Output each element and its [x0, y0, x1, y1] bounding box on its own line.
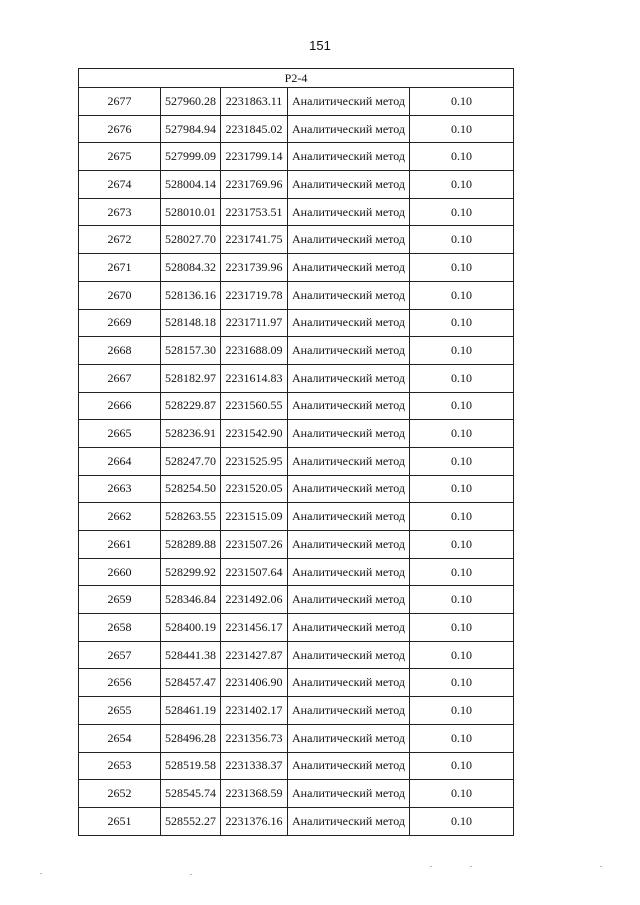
x-coordinate-cell: 528084.32: [161, 254, 221, 282]
table-row: [79, 586, 514, 614]
y-coordinate-cell: 2231688.09: [221, 337, 288, 365]
point-number-cell: 2677: [79, 88, 161, 116]
method-cell: Аналитический метод: [288, 447, 410, 475]
method-cell: Аналитический метод: [288, 669, 410, 697]
accuracy-cell: 0.10: [410, 752, 514, 780]
y-coordinate-cell: 2231845.02: [221, 115, 288, 143]
table-row: [79, 780, 514, 808]
x-coordinate-cell: 528400.19: [161, 614, 221, 642]
y-coordinate-cell: 2231753.51: [221, 198, 288, 226]
table-row: [79, 143, 514, 171]
table-row: [79, 503, 514, 531]
accuracy-cell: 0.10: [410, 614, 514, 642]
y-coordinate-cell: 2231614.83: [221, 364, 288, 392]
page-number: 151: [309, 38, 331, 53]
point-number-cell: 2659: [79, 586, 161, 614]
method-cell: Аналитический метод: [288, 586, 410, 614]
y-coordinate-cell: 2231356.73: [221, 724, 288, 752]
y-coordinate-cell: 2231542.90: [221, 420, 288, 448]
point-number-cell: 2673: [79, 198, 161, 226]
point-number-cell: 2657: [79, 641, 161, 669]
accuracy-cell: 0.10: [410, 641, 514, 669]
point-number-cell: 2652: [79, 780, 161, 808]
x-coordinate-cell: 528004.14: [161, 171, 221, 199]
accuracy-cell: 0.10: [410, 697, 514, 725]
x-coordinate-cell: 527999.09: [161, 143, 221, 171]
x-coordinate-cell: 528441.38: [161, 641, 221, 669]
method-cell: Аналитический метод: [288, 88, 410, 116]
point-number-cell: 2672: [79, 226, 161, 254]
y-coordinate-cell: 2231376.16: [221, 807, 288, 835]
point-number-cell: 2660: [79, 558, 161, 586]
table-row: [79, 337, 514, 365]
accuracy-cell: 0.10: [410, 669, 514, 697]
x-coordinate-cell: 528461.19: [161, 697, 221, 725]
table-row: [79, 641, 514, 669]
x-coordinate-cell: 528545.74: [161, 780, 221, 808]
y-coordinate-cell: 2231515.09: [221, 503, 288, 531]
method-cell: Аналитический метод: [288, 392, 410, 420]
x-coordinate-cell: 528346.84: [161, 586, 221, 614]
table-row: [79, 420, 514, 448]
table-row: [79, 281, 514, 309]
y-coordinate-cell: 2231799.14: [221, 143, 288, 171]
table-row: [79, 226, 514, 254]
y-coordinate-cell: 2231507.26: [221, 531, 288, 559]
accuracy-cell: 0.10: [410, 475, 514, 503]
y-coordinate-cell: 2231427.87: [221, 641, 288, 669]
x-coordinate-cell: 528148.18: [161, 309, 221, 337]
table-row: [79, 254, 514, 282]
point-number-cell: 2670: [79, 281, 161, 309]
section-header-row: [79, 69, 514, 88]
x-coordinate-cell: 528289.88: [161, 531, 221, 559]
method-cell: Аналитический метод: [288, 558, 410, 586]
table-row: [79, 558, 514, 586]
point-number-cell: 2667: [79, 364, 161, 392]
point-number-cell: 2651: [79, 807, 161, 835]
accuracy-cell: 0.10: [410, 558, 514, 586]
accuracy-cell: 0.10: [410, 586, 514, 614]
point-number-cell: 2668: [79, 337, 161, 365]
coordinates-table: [78, 68, 514, 836]
accuracy-cell: 0.10: [410, 392, 514, 420]
point-number-cell: 2669: [79, 309, 161, 337]
y-coordinate-cell: 2231711.97: [221, 309, 288, 337]
table-row: [79, 88, 514, 116]
accuracy-cell: 0.10: [410, 115, 514, 143]
y-coordinate-cell: 2231456.17: [221, 614, 288, 642]
point-number-cell: 2676: [79, 115, 161, 143]
y-coordinate-cell: 2231338.37: [221, 752, 288, 780]
method-cell: Аналитический метод: [288, 724, 410, 752]
x-coordinate-cell: 528457.47: [161, 669, 221, 697]
point-number-cell: 2674: [79, 171, 161, 199]
method-cell: Аналитический метод: [288, 281, 410, 309]
point-number-cell: 2653: [79, 752, 161, 780]
y-coordinate-cell: 2231525.95: [221, 447, 288, 475]
accuracy-cell: 0.10: [410, 420, 514, 448]
accuracy-cell: 0.10: [410, 447, 514, 475]
y-coordinate-cell: 2231368.59: [221, 780, 288, 808]
table-row: [79, 392, 514, 420]
method-cell: Аналитический метод: [288, 420, 410, 448]
y-coordinate-cell: 2231406.90: [221, 669, 288, 697]
x-coordinate-cell: 528182.97: [161, 364, 221, 392]
y-coordinate-cell: 2231863.11: [221, 88, 288, 116]
table-row: [79, 807, 514, 835]
accuracy-cell: 0.10: [410, 88, 514, 116]
accuracy-cell: 0.10: [410, 807, 514, 835]
y-coordinate-cell: 2231507.64: [221, 558, 288, 586]
x-coordinate-cell: 528010.01: [161, 198, 221, 226]
method-cell: Аналитический метод: [288, 503, 410, 531]
accuracy-cell: 0.10: [410, 724, 514, 752]
point-number-cell: 2661: [79, 531, 161, 559]
x-coordinate-cell: 527960.28: [161, 88, 221, 116]
method-cell: Аналитический метод: [288, 697, 410, 725]
accuracy-cell: 0.10: [410, 281, 514, 309]
method-cell: Аналитический метод: [288, 115, 410, 143]
x-coordinate-cell: 528263.55: [161, 503, 221, 531]
method-cell: Аналитический метод: [288, 780, 410, 808]
x-coordinate-cell: 528254.50: [161, 475, 221, 503]
table-row: [79, 309, 514, 337]
x-coordinate-cell: 528027.70: [161, 226, 221, 254]
method-cell: Аналитический метод: [288, 171, 410, 199]
y-coordinate-cell: 2231719.78: [221, 281, 288, 309]
x-coordinate-cell: 528299.92: [161, 558, 221, 586]
point-number-cell: 2662: [79, 503, 161, 531]
y-coordinate-cell: 2231739.96: [221, 254, 288, 282]
method-cell: Аналитический метод: [288, 309, 410, 337]
table-row: [79, 724, 514, 752]
accuracy-cell: 0.10: [410, 337, 514, 365]
accuracy-cell: 0.10: [410, 198, 514, 226]
point-number-cell: 2666: [79, 392, 161, 420]
method-cell: Аналитический метод: [288, 614, 410, 642]
x-coordinate-cell: 528247.70: [161, 447, 221, 475]
point-number-cell: 2658: [79, 614, 161, 642]
table-row: [79, 531, 514, 559]
scan-speck: [40, 873, 42, 874]
point-number-cell: 2671: [79, 254, 161, 282]
table-row: [79, 697, 514, 725]
y-coordinate-cell: 2231492.06: [221, 586, 288, 614]
method-cell: Аналитический метод: [288, 531, 410, 559]
y-coordinate-cell: 2231560.55: [221, 392, 288, 420]
y-coordinate-cell: 2231520.05: [221, 475, 288, 503]
accuracy-cell: 0.10: [410, 531, 514, 559]
method-cell: Аналитический метод: [288, 641, 410, 669]
x-coordinate-cell: 528519.58: [161, 752, 221, 780]
table-row: [79, 752, 514, 780]
table-row: [79, 115, 514, 143]
x-coordinate-cell: 528136.16: [161, 281, 221, 309]
accuracy-cell: 0.10: [410, 503, 514, 531]
x-coordinate-cell: 528157.30: [161, 337, 221, 365]
point-number-cell: 2654: [79, 724, 161, 752]
method-cell: Аналитический метод: [288, 364, 410, 392]
coordinates-table-body: [79, 69, 514, 836]
method-cell: Аналитический метод: [288, 752, 410, 780]
accuracy-cell: 0.10: [410, 309, 514, 337]
accuracy-cell: 0.10: [410, 364, 514, 392]
point-number-cell: 2663: [79, 475, 161, 503]
table-row: [79, 447, 514, 475]
y-coordinate-cell: 2231769.96: [221, 171, 288, 199]
method-cell: Аналитический метод: [288, 198, 410, 226]
table-row: [79, 171, 514, 199]
y-coordinate-cell: 2231402.17: [221, 697, 288, 725]
section-label: Р2-4: [79, 69, 514, 88]
point-number-cell: 2656: [79, 669, 161, 697]
table-row: [79, 364, 514, 392]
point-number-cell: 2665: [79, 420, 161, 448]
point-number-cell: 2664: [79, 447, 161, 475]
table-row: [79, 475, 514, 503]
accuracy-cell: 0.10: [410, 226, 514, 254]
method-cell: Аналитический метод: [288, 226, 410, 254]
x-coordinate-cell: 528229.87: [161, 392, 221, 420]
x-coordinate-cell: 527984.94: [161, 115, 221, 143]
method-cell: Аналитический метод: [288, 254, 410, 282]
x-coordinate-cell: 528236.91: [161, 420, 221, 448]
method-cell: Аналитический метод: [288, 475, 410, 503]
scan-speck: [470, 866, 472, 867]
table-row: [79, 614, 514, 642]
scan-speck: [430, 866, 432, 867]
x-coordinate-cell: 528552.27: [161, 807, 221, 835]
point-number-cell: 2675: [79, 143, 161, 171]
scan-speck: [600, 866, 602, 867]
accuracy-cell: 0.10: [410, 143, 514, 171]
y-coordinate-cell: 2231741.75: [221, 226, 288, 254]
x-coordinate-cell: 528496.28: [161, 724, 221, 752]
accuracy-cell: 0.10: [410, 780, 514, 808]
method-cell: Аналитический метод: [288, 807, 410, 835]
table-row: [79, 198, 514, 226]
accuracy-cell: 0.10: [410, 254, 514, 282]
method-cell: Аналитический метод: [288, 337, 410, 365]
scan-speck: [190, 874, 192, 875]
accuracy-cell: 0.10: [410, 171, 514, 199]
point-number-cell: 2655: [79, 697, 161, 725]
table-row: [79, 669, 514, 697]
method-cell: Аналитический метод: [288, 143, 410, 171]
